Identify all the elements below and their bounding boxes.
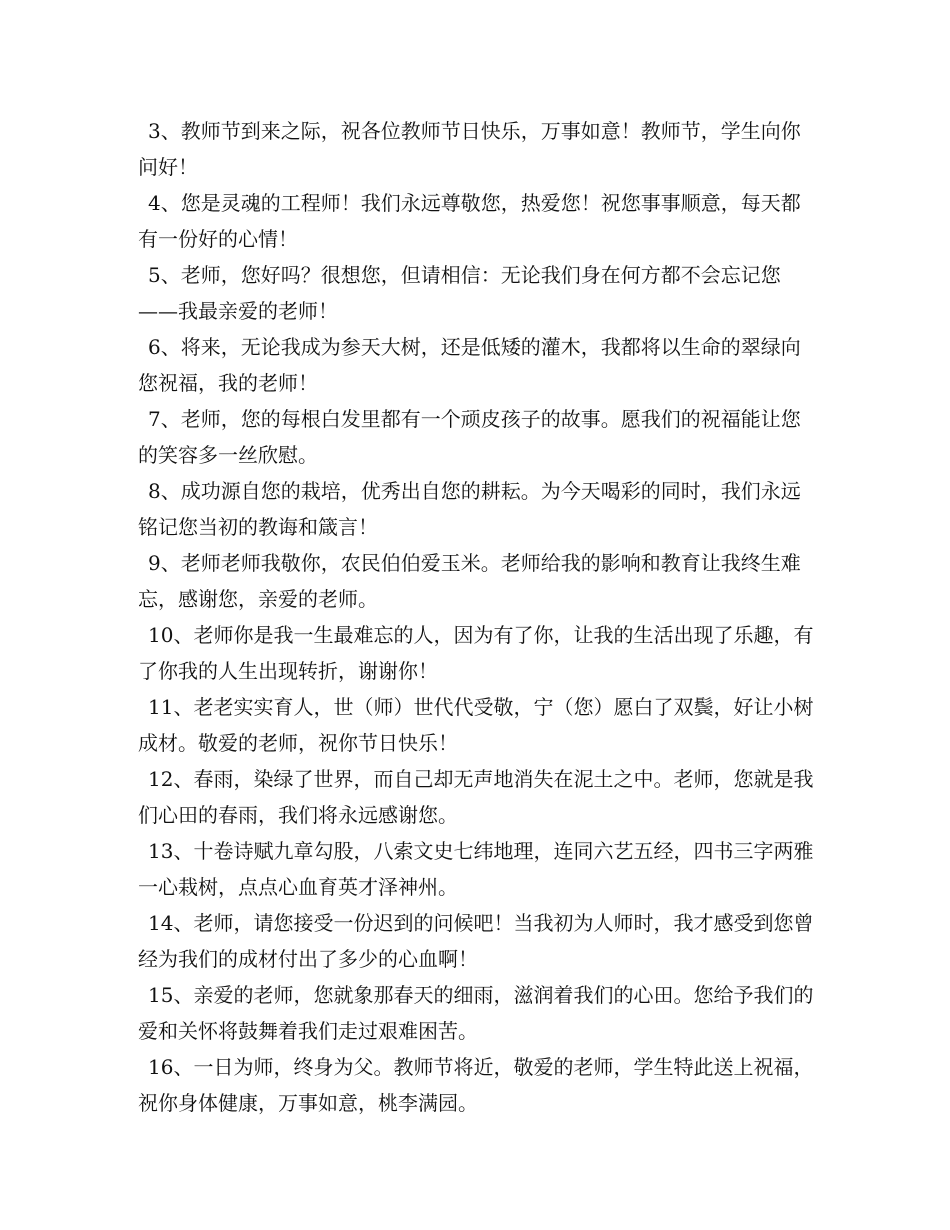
paragraph-8: 8、成功源自您的栽培，优秀出自您的耕耘。为今天喝彩的同时，我们永远铭记您当初的教诲和箴言！ [138,479,801,539]
paragraph-10: 10、老师你是我一生最难忘的人，因为有了你，让我的生活出现了乐趣，有了你我的人生出现转折，谢谢你！ [138,623,814,683]
document-body [138,113,818,1121]
paragraph-12: 12、春雨，染绿了世界，而自己却无声地消失在泥土之中。老师，您就是我们心田的春雨，我们将永远感谢您。 [138,767,814,827]
paragraph-9: 9、老师老师我敬你，农民伯伯爱玉米。老师给我的影响和教育让我终生难忘，感谢您，亲爱的老师。 [138,551,801,611]
paragraph-14: 14、老师，请您接受一份迟到的问候吧！当我初为人师时，我才感受到您曾经为我们的成材付出了多少的心血啊！ [138,911,814,971]
paragraph-5: 5、老师，您好吗？很想您，但请相信：无论我们身在何方都不会忘记您——我最亲爱的老师！ [138,263,781,323]
paragraph-15: 15、亲爱的老师，您就象那春天的细雨，滋润着我们的心田。您给予我们的爱和关怀将鼓舞着我们走过艰难困苦。 [138,983,814,1043]
paragraph-6: 6、将来，无论我成为参天大树，还是低矮的灌木，我都将以生命的翠绿向您祝福，我的老师！ [138,335,801,395]
paragraph-16: 16、一日为师，终身为父。教师节将近，敬爱的老师，学生特此送上祝福，祝你身体健康，万事如意，桃李满园。 [138,1055,814,1115]
paragraph-4: 4、您是灵魂的工程师！我们永远尊敬您，热爱您！祝您事事顺意，每天都有一份好的心情！ [138,191,801,251]
paragraph-7: 7、老师，您的每根白发里都有一个顽皮孩子的故事。愿我们的祝福能让您的笑容多一丝欣慰。 [138,407,801,467]
paragraph-11: 11、老老实实育人，世（师）世代代受敬，宁（您）愿白了双鬓，好让小树成材。敬爱的老师，祝你节日快乐！ [138,695,814,755]
paragraph-13: 13、十卷诗赋九章勾股，八索文史七纬地理，连同六艺五经，四书三字两雅一心栽树，点点心血育英才泽神州。 [138,839,814,899]
paragraph-3: 3、教师节到来之际，祝各位教师节日快乐，万事如意！教师节，学生向你问好！ [138,119,801,179]
